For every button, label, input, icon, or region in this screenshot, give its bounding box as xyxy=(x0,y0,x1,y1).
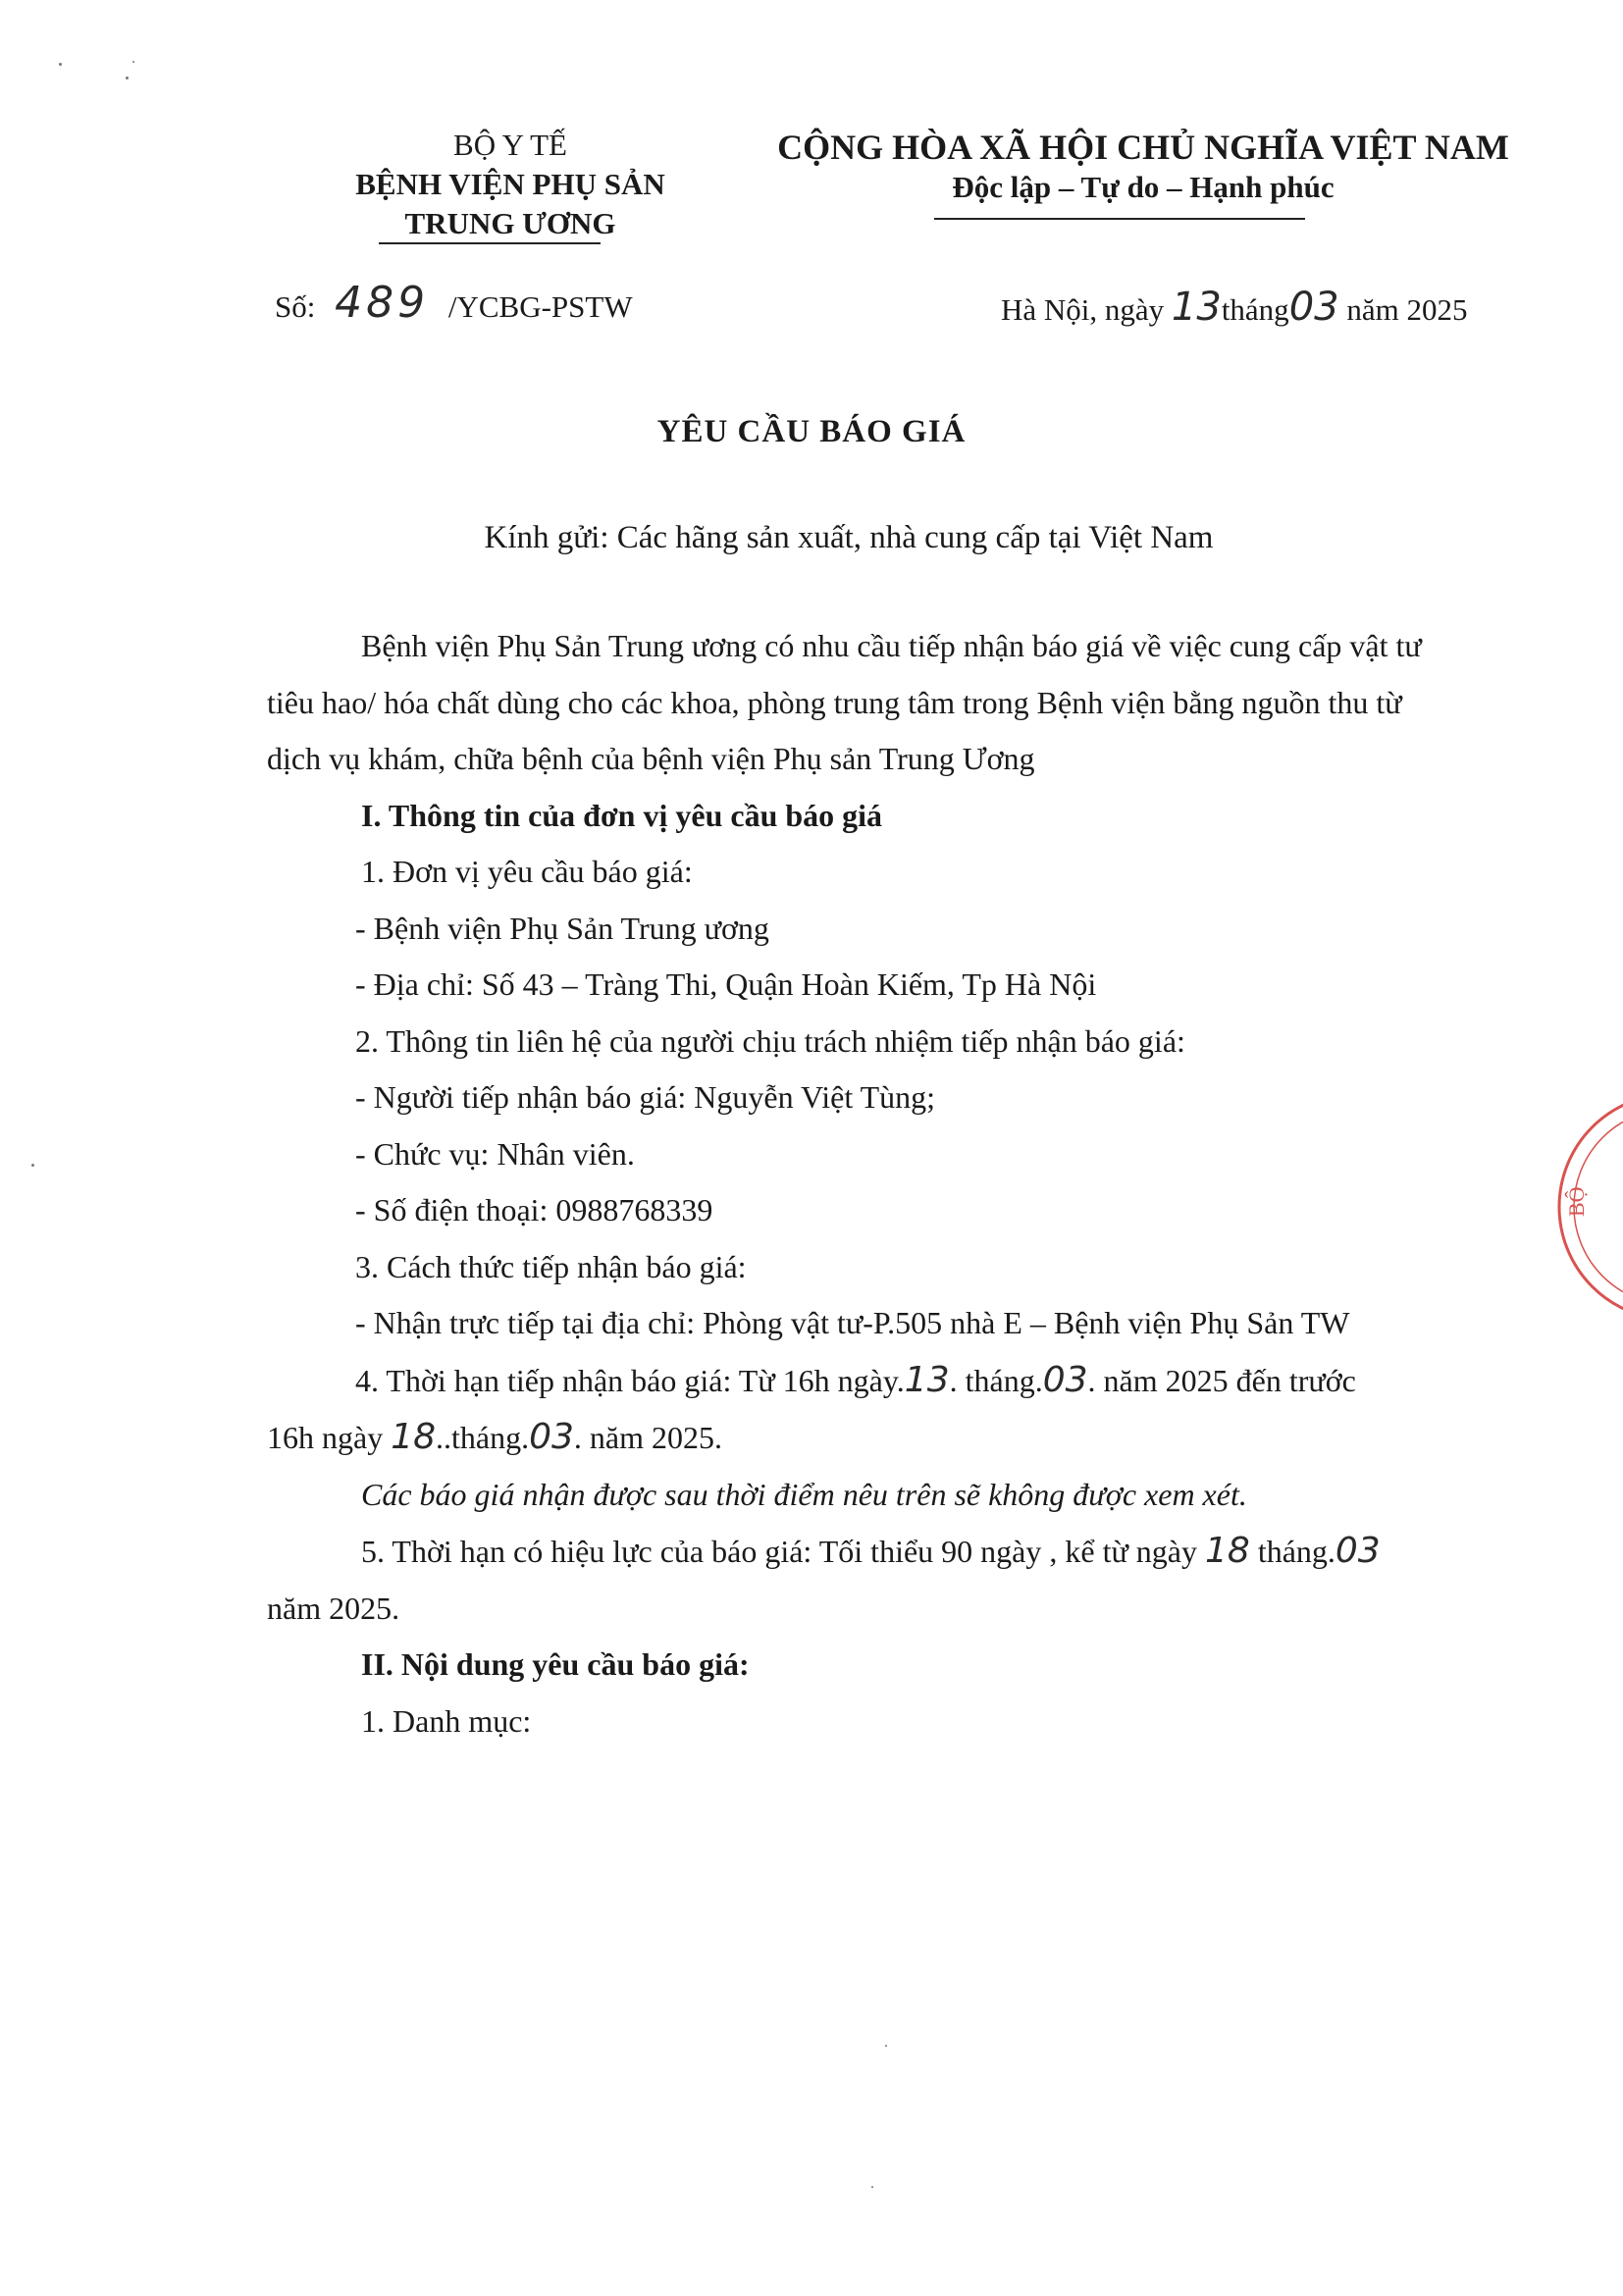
receiver-position: - Chức vụ: Nhân viên. xyxy=(355,1135,635,1172)
document-body xyxy=(267,618,1444,1749)
item5-day: 18 xyxy=(1205,1531,1250,1571)
number-suffix: /YCBG-PSTW xyxy=(447,289,633,324)
speck xyxy=(59,63,62,66)
number-prefix: Số: xyxy=(275,289,316,324)
item4-line2: 16h ngày 18..tháng.03. năm 2025. xyxy=(267,1417,723,1457)
item4-text-c: năm 2025 đến trước xyxy=(1103,1362,1356,1398)
date-prefix: Hà Nội, ngày xyxy=(1001,292,1165,327)
unit-address: - Địa chỉ: Số 43 – Tràng Thi, Quận Hoàn Kiếm, Tp Hà Nội xyxy=(355,966,1097,1002)
national-heading xyxy=(736,126,1550,206)
receiver-phone: - Số điện thoại: 0988768339 xyxy=(355,1192,713,1227)
item4-day-to: 18 xyxy=(391,1417,437,1457)
item3-heading: 3. Cách thức tiếp nhận báo giá: xyxy=(355,1248,747,1284)
ministry-name: BỘ Y TẾ xyxy=(453,128,567,162)
item5-line2: năm 2025. xyxy=(267,1590,400,1626)
item4-line1: 4. Thời hạn tiếp nhận báo giá: Từ 16h ngày.13. tháng.03. năm 2025 đến trước xyxy=(355,1359,1356,1400)
org-underline xyxy=(379,242,601,244)
stamp-text: BỘ xyxy=(1564,1186,1589,1217)
speck xyxy=(871,2186,873,2188)
late-submission-note: Các báo giá nhận được sau thời điểm nêu trên sẽ không được xem xét. xyxy=(361,1476,1247,1512)
item4-month-from: 03 xyxy=(1042,1359,1088,1400)
date-year: năm 2025 xyxy=(1346,292,1468,327)
item4-text-b: tháng xyxy=(965,1362,1035,1398)
item5-text-b: tháng xyxy=(1257,1534,1328,1569)
speck xyxy=(126,77,129,79)
item4-month-to: 03 xyxy=(529,1417,574,1457)
receiver-name: - Người tiếp nhận báo giá: Nguyễn Việt Tùng; xyxy=(355,1079,936,1115)
speck xyxy=(132,61,134,63)
item2-heading: 2. Thông tin liên hệ của người chịu trách nhiệm tiếp nhận báo giá: xyxy=(355,1022,1185,1059)
item4-text-f: năm 2025. xyxy=(589,1420,723,1455)
issuing-organization xyxy=(294,126,726,243)
item5-month: 03 xyxy=(1335,1531,1381,1571)
number-handwritten: 489 xyxy=(335,278,430,328)
national-motto: Độc lập – Tự do – Hạnh phúc xyxy=(952,170,1335,204)
official-stamp-edge xyxy=(1554,1079,1623,1334)
document-title: YÊU CẦU BÁO GIÁ xyxy=(656,414,967,449)
receive-method: - Nhận trực tiếp tại địa chỉ: Phòng vật tư-P.505 nhà E – Bệnh viện Phụ Sản TW xyxy=(355,1305,1350,1340)
section1-heading: I. Thông tin của đơn vị yêu cầu báo giá xyxy=(361,797,883,833)
motto-underline xyxy=(934,218,1305,220)
date-month-handwritten: 03 xyxy=(1288,285,1339,330)
speck xyxy=(885,2045,887,2047)
item1-heading: 1. Đơn vị yêu cầu báo giá: xyxy=(361,854,693,889)
nation-name: CỘNG HÒA XÃ HỘI CHỦ NGHĨA VIỆT NAM xyxy=(777,128,1509,167)
item4-text-a: 4. Thời hạn tiếp nhận báo giá: Từ 16h ngày xyxy=(355,1362,897,1398)
speck xyxy=(31,1164,34,1167)
item4-text-d: 16h ngày xyxy=(267,1420,384,1455)
date-month-word: tháng xyxy=(1221,292,1289,327)
intro-paragraph: Bệnh viện Phụ Sản Trung ương có nhu cầu tiếp nhận báo giá về việc cung cấp vật tư tiêu hao/ hóa chất dùng cho các khoa, phòng trung tâm trong Bệnh viện bằng nguồn thu từ dịch vụ khám, chữa bệnh của bệnh viện Phụ sản Trung Ương xyxy=(267,628,1422,776)
hospital-name-line2: TRUNG ƯƠNG xyxy=(404,206,616,240)
section2-heading: II. Nội dung yêu cầu báo giá: xyxy=(361,1646,750,1682)
item4-day-from: 13 xyxy=(904,1359,950,1400)
item5-text-a: 5. Thời hạn có hiệu lực của báo giá: Tối thiểu 90 ngày , kể từ ngày xyxy=(361,1534,1197,1569)
hospital-name-line1: BỆNH VIỆN PHỤ SẢN xyxy=(355,167,665,201)
date-day-handwritten: 13 xyxy=(1171,285,1222,330)
section2-item1: 1. Danh mục: xyxy=(361,1702,532,1739)
document-number xyxy=(275,278,633,328)
item4-text-e: tháng xyxy=(451,1420,522,1455)
unit-name: - Bệnh viện Phụ Sản Trung ương xyxy=(355,910,769,946)
issue-date xyxy=(1001,285,1467,330)
item5-line1: 5. Thời hạn có hiệu lực của báo giá: Tối thiểu 90 ngày , kể từ ngày 18 tháng.03 xyxy=(361,1531,1381,1571)
recipient-line: Kính gửi: Các hãng sản xuất, nhà cung cấp tại Việt Nam xyxy=(484,520,1214,555)
